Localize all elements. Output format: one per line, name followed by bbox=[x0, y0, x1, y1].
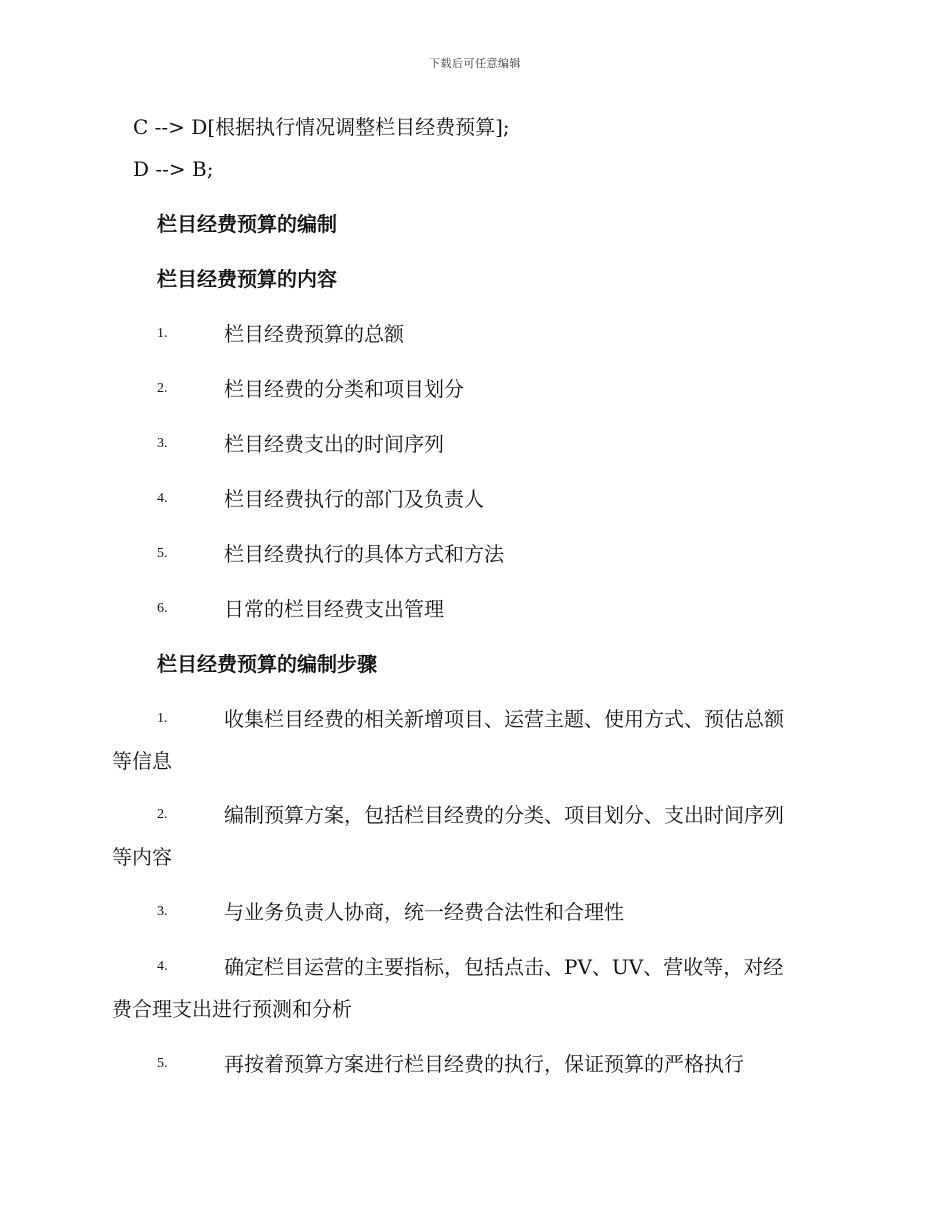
step-text-continued: 等内容 bbox=[112, 845, 172, 869]
list-text: 日常的栏目经费支出管理 bbox=[224, 597, 444, 621]
step-text-continued: 费合理支出进行预测和分析 bbox=[112, 997, 352, 1021]
step-number: 3. bbox=[157, 904, 168, 919]
list-number: 1. bbox=[157, 326, 168, 341]
list-text: 栏目经费预算的总额 bbox=[224, 322, 404, 346]
step-text: 收集栏目经费的相关新增项目、运营主题、使用方式、预估总额 bbox=[224, 707, 784, 731]
page-header: 下载后可任意编辑 bbox=[429, 57, 521, 70]
step-number: 5. bbox=[157, 1056, 168, 1071]
list-text: 栏目经费执行的部门及负责人 bbox=[224, 487, 484, 511]
list-number: 3. bbox=[157, 436, 168, 451]
step-number: 2. bbox=[157, 807, 168, 822]
list-number: 6. bbox=[157, 601, 168, 616]
step-text: 与业务负责人协商，统一经费合法性和合理性 bbox=[224, 900, 624, 924]
step-text: 编制预算方案，包括栏目经费的分类、项目划分、支出时间序列 bbox=[224, 803, 784, 827]
list-text: 栏目经费的分类和项目划分 bbox=[224, 377, 464, 401]
list-text: 栏目经费执行的具体方式和方法 bbox=[224, 542, 504, 566]
list-number: 5. bbox=[157, 546, 168, 561]
step-number: 1. bbox=[157, 711, 168, 726]
step-text-continued: 等信息 bbox=[112, 749, 172, 773]
step-number: 4. bbox=[157, 959, 168, 974]
list-text: 栏目经费支出的时间序列 bbox=[224, 432, 444, 456]
step-text: 再按着预算方案进行栏目经费的执行，保证预算的严格执行 bbox=[224, 1052, 744, 1076]
section-heading-content: 栏目经费预算的内容 bbox=[157, 267, 337, 291]
list-number: 2. bbox=[157, 381, 168, 396]
section-heading-steps: 栏目经费预算的编制步骤 bbox=[157, 652, 377, 676]
section-heading-compile: 栏目经费预算的编制 bbox=[157, 212, 337, 236]
code-line-2: D --> B; bbox=[133, 157, 214, 181]
code-line-1: C --> D[根据执行情况调整栏目经费预算]; bbox=[133, 115, 510, 139]
step-text: 确定栏目运营的主要指标，包括点击、PV、UV、营收等，对经 bbox=[224, 955, 784, 979]
list-number: 4. bbox=[157, 491, 168, 506]
